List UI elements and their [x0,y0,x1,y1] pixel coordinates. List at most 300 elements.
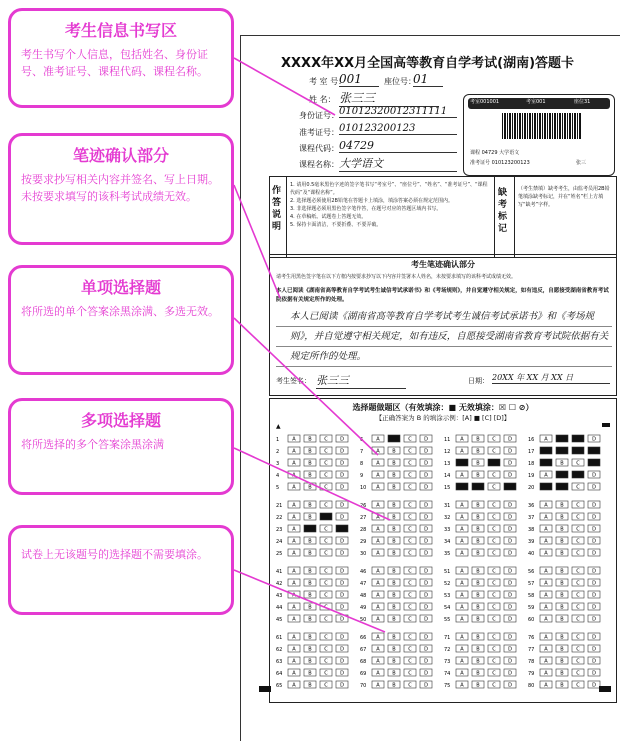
question-number: 69 [360,671,367,677]
bubble-letter: C [576,670,580,677]
bubble-letter: B [476,634,480,641]
sheet-title: XXXX年XX月全国高等教育自学考试(湖南)答题卡 [281,56,575,71]
bubble-letter: D [340,580,344,587]
id-value: 01012320012311111 [339,106,457,118]
question-number: 24 [276,539,283,545]
bubble-letter: D [592,472,596,479]
question-number: 73 [444,659,451,665]
bubble-letter: C [324,526,328,533]
choice-example: 【正确答案为 B 的填涂示例：[A] ■ [C] [D]】 [375,414,511,422]
bubble-letter: A [460,658,464,665]
bubble-letter: D [508,592,512,599]
bubble-letter: C [492,514,496,521]
bubble-letter: B [308,568,312,575]
bubble-letter: C [324,670,328,677]
bubble-letter: C [324,658,328,665]
answer-bubble[interactable] [588,447,600,454]
question-number: 67 [360,647,367,653]
bubble-letter: C [576,526,580,533]
bubble-letter: B [308,550,312,557]
bubble-letter: B [392,670,396,677]
callout-handwriting [8,133,234,245]
bubble-letter: A [376,472,380,479]
bubble-letter: A [376,670,380,677]
bubble-letter: D [508,568,512,575]
bubble-letter: B [308,670,312,677]
bubble-letter: D [340,484,344,491]
bubble-letter: A [292,568,296,575]
bubble-letter: C [324,550,328,557]
question-number: 70 [360,683,367,689]
bubble-letter: A [292,634,296,641]
question-number: 49 [360,605,367,611]
ticket-value: 010123200123 [339,123,457,135]
answer-bubble[interactable] [556,435,568,442]
bubble-letter: C [492,580,496,587]
corner-marker-icon [259,686,271,692]
bubble-letter: D [424,568,428,575]
bubble-letter: A [292,472,296,479]
bubble-letter: C [408,604,412,611]
bubble-letter: A [376,604,380,611]
question-number: 33 [444,527,451,533]
bubble-letter: D [424,484,428,491]
bubble-letter: A [460,682,464,689]
bubble-letter: B [476,538,480,545]
bubble-letter: A [292,550,296,557]
callout-title: 多项选择题 [80,411,161,430]
bubble-letter: C [324,538,328,545]
bubble-letter: C [408,658,412,665]
answer-bubble[interactable] [556,483,568,490]
bubble-letter: D [592,538,596,545]
bubble-letter: A [460,514,464,521]
bubble-letter: C [408,634,412,641]
name-label: 姓 名： [309,95,336,104]
bubble-letter: A [460,604,464,611]
question-number: 7 [360,449,364,455]
question-number: 54 [444,605,451,611]
bubble-letter: D [424,514,428,521]
question-number: 15 [444,485,451,491]
name-value: 张三三 [339,89,439,107]
corner-marker-icon [602,423,610,427]
bubble-letter: A [460,646,464,653]
bubble-letter: C [492,604,496,611]
question-number: 58 [528,593,535,599]
question-number: 2 [276,449,280,455]
bubble-letter: D [424,550,428,557]
confirm-statement: 本人已阅读《湖南省高等教育自学考试考生诚信考试承诺书》和《考场规则》，并自觉遵守相关规定，如有违反，自愿接受湖南省教育考试院依据有关规定所作的处理。 [276,288,609,303]
bubble-letter: A [292,592,296,599]
bubble-letter: A [376,460,380,467]
bubble-letter: D [508,616,512,623]
bubble-letter: B [392,646,396,653]
label-ticket: 准考证号 010123200123 [470,160,530,166]
question-number: 40 [528,551,535,557]
question-number: 31 [444,503,451,509]
choice-area [269,398,617,703]
question-number: 63 [276,659,283,665]
label-exam-room: 考室001 [526,99,546,105]
bubble-letter: C [492,502,496,509]
bubble-letter: C [408,616,412,623]
bubble-letter: A [460,472,464,479]
bubble-letter: C [492,436,496,443]
bubble-letter: B [392,526,396,533]
bubble-letter: C [492,568,496,575]
question-number: 19 [528,473,535,479]
bubble-letter: A [292,646,296,653]
bubble-letter: C [576,514,580,521]
bubble-letter: B [476,616,480,623]
choice-title: 选择题做题区（有效填涂：■ 无效填涂：☒ ☐ ⊘） [352,403,534,412]
answer-bubble[interactable] [556,471,568,478]
bubble-letter: B [560,682,564,689]
bubble-letter: A [292,682,296,689]
instructions-title: 作答说明 [272,186,282,232]
question-number: 75 [444,683,451,689]
question-number: 26 [360,503,367,509]
bubble-letter: C [324,448,328,455]
bubble-letter: D [508,670,512,677]
question-number: 30 [360,551,367,557]
question-number: 61 [276,635,283,641]
answer-bubble[interactable] [540,447,552,454]
bubble-letter: A [376,592,380,599]
bubble-letter: B [392,604,396,611]
bubble-letter: B [476,472,480,479]
bubble-letter: D [592,526,596,533]
callout-body: 考生书写个人信息，包括姓名、身份证号、准考证号、课程代码、课程名称。 [21,48,208,78]
bubble-letter: B [308,502,312,509]
bubble-letter: D [424,634,428,641]
answer-bubble[interactable] [540,483,552,490]
callout-title: 考生信息书写区 [64,21,177,40]
question-number: 46 [360,569,367,575]
bubble-letter: C [576,460,580,467]
instructions-list [290,181,490,229]
bubble-letter: A [460,616,464,623]
bubble-letter: B [476,592,480,599]
bubble-letter: B [308,646,312,653]
bubble-letter: A [460,670,464,677]
question-number: 9 [360,473,364,479]
bubble-letter: D [508,646,512,653]
bubble-letter: C [408,514,412,521]
bubble-letter: A [292,526,296,533]
bubble-letter: D [508,502,512,509]
question-number: 62 [276,647,283,653]
question-number: 78 [528,659,535,665]
bubble-letter: D [592,550,596,557]
bubble-letter: D [340,616,344,623]
question-number: 71 [444,635,451,641]
bubble-letter: A [544,592,548,599]
answer-bubble[interactable] [488,459,500,466]
bubble-letter: A [460,526,464,533]
question-number: 12 [444,449,451,455]
question-number: 60 [528,617,535,623]
bubble-letter: A [460,538,464,545]
bubble-letter: C [324,436,328,443]
question-number: 52 [444,581,451,587]
bubble-letter: C [324,634,328,641]
bubble-letter: A [376,658,380,665]
bubble-letter: A [544,646,548,653]
bubble-letter: C [492,538,496,545]
missing-title: 缺考标记 [498,188,508,234]
bubble-letter: C [408,568,412,575]
bubble-letter: B [308,580,312,587]
bubble-letter: D [424,448,428,455]
bubble-letter: D [424,658,428,665]
bubble-letter: A [544,670,548,677]
instruction-item: 5. 保持卡面清洁，不要折叠、不要弄破。 [290,222,382,228]
answer-bubble[interactable] [388,435,400,442]
bubble-letter: A [292,514,296,521]
bubble-letter: B [392,460,396,467]
bubble-letter: D [424,604,428,611]
answer-sheet [240,35,620,741]
confirm-instruction: 请考生用黑色签字笔在以下方框内按要求抄写以下内容并签署本人姓名，未按要求填写的该科考试成绩无效。 [276,274,517,280]
bubble-letter: C [408,472,412,479]
question-number: 3 [276,461,280,467]
bubble-letter: D [340,604,344,611]
bubble-letter: C [576,634,580,641]
bubble-letter: C [408,460,412,467]
bubble-letter: C [324,502,328,509]
bubble-letter: A [376,616,380,623]
bubble-letter: B [560,580,564,587]
bubble-letter: B [560,604,564,611]
room-value: 001 [339,72,379,87]
bubble-letter: C [576,616,580,623]
bubble-letter: A [292,616,296,623]
bubble-letter: B [392,538,396,545]
answer-bubble[interactable] [504,483,516,490]
bubble-letter: B [560,616,564,623]
bubble-letter: C [492,670,496,677]
bubble-letter: B [560,646,564,653]
bubble-letter: C [492,646,496,653]
bubble-letter: B [308,616,312,623]
bubble-letter: A [376,484,380,491]
bubble-letter: D [508,460,512,467]
bubble-letter: A [544,634,548,641]
question-number: 48 [360,593,367,599]
bubble-letter: C [408,526,412,533]
bubble-letter: A [292,604,296,611]
bubble-letter: A [376,682,380,689]
bubble-letter: C [324,592,328,599]
question-number: 32 [444,515,451,521]
bubble-letter: D [508,436,512,443]
question-number: 65 [276,683,283,689]
bubble-letter: B [476,448,480,455]
handwritten-text: 本人已阅读《湖南省高等教育自学考试考生诚信考试承诺书》和《考场规则》，并自觉遵守相关规定，如有违反，自愿接受湖南省教育考试院依据有关规定所作的处理。 [290,311,609,362]
corner-marker-icon [599,686,611,692]
bubble-letter: A [460,550,464,557]
question-number: 6 [360,437,364,443]
bubble-letter: C [492,472,496,479]
label-course: 课程 04729 大学语文 [470,150,520,156]
bubble-letter: D [592,646,596,653]
bubble-letter: D [424,646,428,653]
bubble-letter: A [292,484,296,491]
bubble-letter: A [544,658,548,665]
course-code-value: 04729 [339,139,457,153]
bubble-letter: A [376,568,380,575]
callout-single-choice [8,265,234,375]
question-number: 80 [528,683,535,689]
question-number: 57 [528,581,535,587]
bubble-letter: B [392,550,396,557]
bubble-letter: B [560,568,564,575]
bubble-letter: C [408,484,412,491]
answer-bubble[interactable] [456,459,468,466]
bubble-letter: B [392,484,396,491]
question-number: 10 [360,485,367,491]
question-number: 44 [276,605,283,611]
bubble-letter: A [376,526,380,533]
question-number: 35 [444,551,451,557]
question-number: 42 [276,581,283,587]
date-value: 20XX 年 XX 月 XX 日 [492,372,610,384]
answer-bubble[interactable] [540,459,552,466]
bubble-letter: D [424,436,428,443]
bubble-letter: A [376,550,380,557]
bubble-letter: C [408,670,412,677]
bubble-letter: A [544,550,548,557]
question-number: 59 [528,605,535,611]
bubble-letter: D [340,592,344,599]
bubble-letter: D [340,550,344,557]
callout-body: 将所选的单个答案涂黑涂满、多选无效。 [21,305,219,318]
bubble-letter: C [408,436,412,443]
ticket-label: 准考证号： [299,128,339,137]
bubble-letter: D [508,472,512,479]
bubble-letter: D [424,472,428,479]
bubble-letter: D [592,592,596,599]
answer-bubble[interactable] [572,447,584,454]
bubble-letter: C [324,472,328,479]
bubble-letter: A [376,448,380,455]
bubble-letter: C [408,592,412,599]
bubble-letter: D [340,436,344,443]
bubble-letter: C [492,550,496,557]
bubble-letter: A [376,634,380,641]
bubble-letter: B [560,514,564,521]
bubble-letter: D [424,682,428,689]
bubble-letter: B [560,658,564,665]
bubble-letter: C [576,592,580,599]
bubble-letter: D [508,634,512,641]
bubble-letter: B [476,550,480,557]
question-number: 56 [528,569,535,575]
question-number: 27 [360,515,367,521]
question-number: 68 [360,659,367,665]
bubble-letter: C [324,484,328,491]
instruction-item: 1. 请用0.5毫米黑色字迹的签字笔书写“考室号”、“座位号”、“姓名”、“准考证号”、“课程代码”及“课程名称”。 [290,182,488,196]
instruction-item: 2. 选择题必须使用2B铅笔在答题卡上填涂，填涂答案必须在规定范围内。 [290,198,453,204]
question-number: 79 [528,671,535,677]
answer-bubble[interactable] [556,447,568,454]
bubble-letter: A [460,568,464,575]
answer-bubble[interactable] [336,525,348,532]
bubble-letter: D [508,538,512,545]
bubble-letter: B [560,550,564,557]
question-number: 4 [276,473,280,479]
bubble-letter: D [592,616,596,623]
bubble-letter: D [592,682,596,689]
bubble-letter: A [460,592,464,599]
question-number: 11 [444,437,451,443]
bubble-letter: D [508,658,512,665]
bubble-letter: A [460,502,464,509]
question-number: 47 [360,581,367,587]
bubble-letter: D [508,682,512,689]
bubble-letter: A [544,568,548,575]
answer-bubble[interactable] [320,513,332,520]
bubble-letter: B [308,436,312,443]
bubble-letter: D [592,436,596,443]
bubble-letter: B [476,670,480,677]
bubble-letter: A [292,538,296,545]
bubble-letter: C [492,448,496,455]
bubble-letter: A [460,448,464,455]
course-name-value: 大学语文 [339,155,457,172]
answer-bubble[interactable] [572,435,584,442]
bubble-letter: C [576,484,580,491]
bubble-letter: D [424,670,428,677]
question-number: 38 [528,527,535,533]
bubble-letter: C [576,502,580,509]
answer-bubble[interactable] [456,483,468,490]
bubble-letter: A [376,436,380,443]
bubble-letter: D [424,502,428,509]
bubble-letter: C [492,484,496,491]
bubble-letter: B [476,646,480,653]
callout-title: 单项选择题 [80,278,161,297]
bubble-letter: D [340,634,344,641]
bubble-letter: B [392,658,396,665]
question-number: 66 [360,635,367,641]
room-label: 考 室 号： [309,77,347,86]
callout-title: 笔迹确认部分 [72,146,169,165]
bubble-letter: A [376,580,380,587]
bubble-letter: D [592,484,596,491]
question-number: 51 [444,569,451,575]
question-number: 55 [444,617,451,623]
question-number: 53 [444,593,451,599]
bubble-letter: D [592,580,596,587]
bubble-letter: B [476,460,480,467]
bubble-letter: D [340,682,344,689]
question-number: 77 [528,647,535,653]
answer-bubble[interactable] [588,459,600,466]
bubble-letter: B [476,658,480,665]
bubble-letter: A [544,502,548,509]
bubble-letter: C [324,568,328,575]
barcode-icon [502,113,582,139]
question-number: 21 [276,503,283,509]
answer-bubble[interactable] [572,471,584,478]
answer-bubble[interactable] [472,483,484,490]
bubble-letter: B [560,526,564,533]
answer-bubble[interactable] [304,525,316,532]
bubble-letter: B [476,526,480,533]
